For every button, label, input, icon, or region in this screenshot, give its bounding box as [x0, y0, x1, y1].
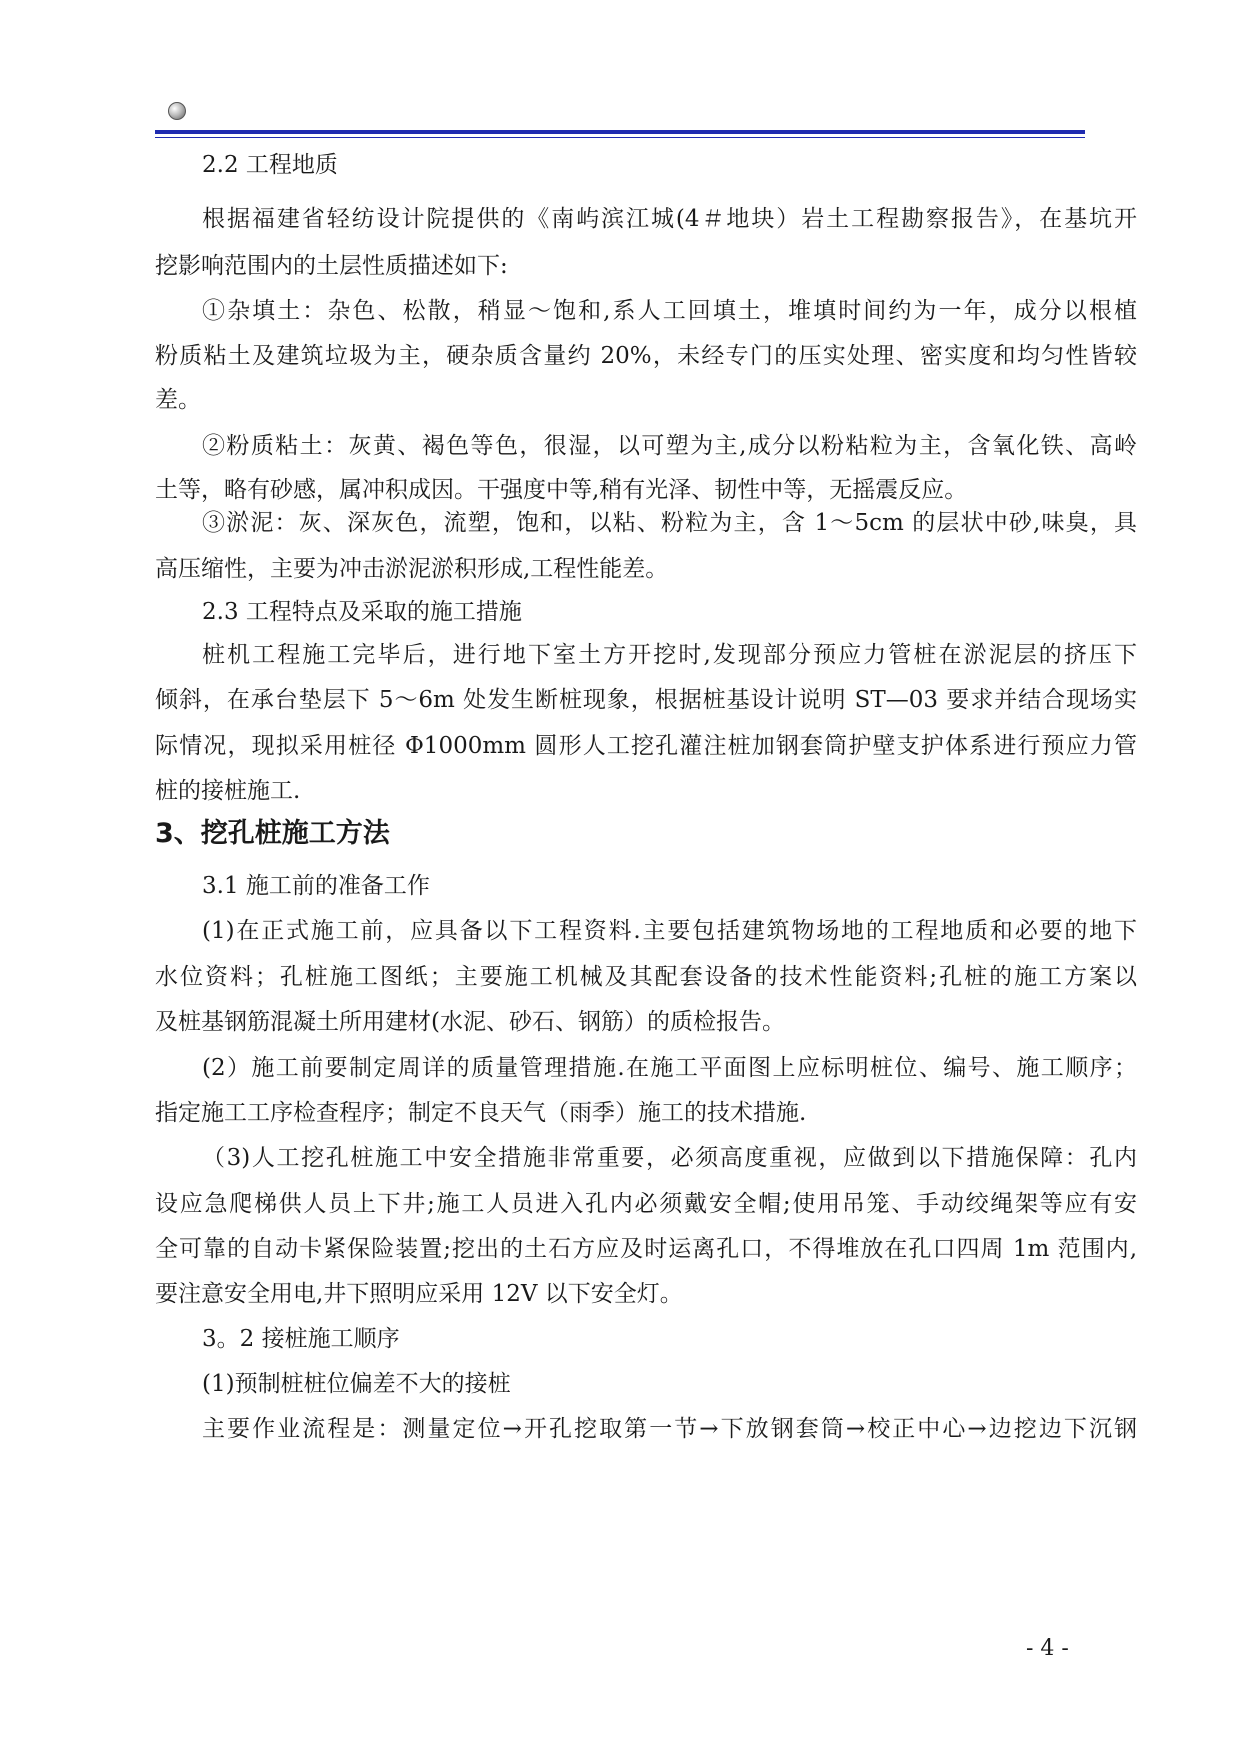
paragraph-line: 桩机工程施工完毕后，进行地下室土方开挖时,发现部分预应力管桩在淤泥层的挤压下 — [202, 642, 1137, 668]
paragraph-line: ②粉质粘土：灰黄、褐色等色，很湿，以可塑为主,成分以粉粘粒为主，含氧化铁、高岭 — [202, 433, 1137, 459]
paragraph-line: （3)人工挖孔桩施工中安全措施非常重要，必须高度重视，应做到以下措施保障：孔内 — [202, 1145, 1137, 1171]
paragraph-line: ①杂填土：杂色、松散，稍显～饱和,系人工回填土，堆填时间约为一年，成分以根植 — [202, 298, 1137, 324]
paragraph-line: 主要作业流程是：测量定位→开孔挖取第一节→下放钢套筒→校正中心→边挖边下沉钢 — [202, 1416, 1137, 1442]
paragraph-line: 及桩基钢筋混凝土所用建材(水泥、砂石、钢筋）的质检报告。 — [155, 1009, 785, 1035]
paragraph-line: 全可靠的自动卡紧保险装置;挖出的土石方应及时运离孔口，不得堆放在孔口四周 1m 范围内, — [155, 1236, 1138, 1262]
section-heading-3-2: 3。2 接桩施工顺序 — [202, 1326, 400, 1352]
paragraph-line: (1)预制桩桩位偏差不大的接桩 — [202, 1371, 511, 1397]
paragraph-line: 根据福建省轻纺设计院提供的《南屿滨江城(4＃地块）岩土工程勘察报告》，在基坑开 — [202, 206, 1137, 232]
paragraph-line: 挖影响范围内的土层性质描述如下: — [155, 253, 508, 279]
section-heading-3-1: 3.1 施工前的准备工作 — [202, 873, 430, 899]
section-heading-2-2: 2.2 工程地质 — [202, 152, 338, 178]
paragraph-line: 粉质粘土及建筑垃圾为主，硬杂质含量约 20%，未经专门的压实处理、密实度和均匀性皆较 — [155, 343, 1137, 369]
paragraph-line: ③淤泥：灰、深灰色，流塑，饱和，以粘、粉粒为主，含 1～5cm 的层状中砂,味臭，具 — [202, 510, 1137, 536]
paragraph-line: (2）施工前要制定周详的质量管理措施.在施工平面图上应标明桩位、编号、施工顺序； — [202, 1055, 1137, 1081]
paragraph-line: (1)在正式施工前，应具备以下工程资料.主要包括建筑物场地的工程地质和必要的地下 — [202, 918, 1137, 944]
paragraph-line: 差。 — [155, 387, 201, 413]
paragraph-line: 指定施工工序检查程序；制定不良天气（雨季）施工的技术措施. — [155, 1100, 807, 1126]
paragraph-line: 际情况，现拟采用桩径 Φ1000mm 圆形人工挖孔灌注桩加钢套筒护壁支护体系进行预应力管 — [155, 733, 1137, 759]
paragraph-line: 水位资料；孔桩施工图纸；主要施工机械及其配套设备的技术性能资料;孔桩的施工方案以 — [155, 964, 1137, 990]
paragraph-line: 桩的接桩施工. — [155, 778, 301, 804]
paragraph-line: 设应急爬梯供人员上下井;施工人员进入孔内必须戴安全帽;使用吊笼、手动绞绳架等应有安 — [155, 1191, 1137, 1217]
section-heading-2-3: 2.3 工程特点及采取的施工措施 — [202, 599, 522, 625]
paragraph-line: 土等，略有砂感，属冲积成因。干强度中等,稍有光泽、韧性中等，无摇震反应。 — [155, 477, 968, 503]
paragraph-line: 高压缩性，主要为冲击淤泥淤积形成,工程性能差。 — [155, 556, 669, 582]
paragraph-line: 倾斜，在承台垫层下 5～6m 处发生断桩现象，根据桩基设计说明 ST—03 要求并结合现场实 — [155, 687, 1137, 713]
chapter-heading-3: 3、挖孔桩施工方法 — [155, 818, 390, 849]
header-rule — [155, 130, 1085, 134]
header-bullet-icon — [168, 102, 186, 120]
paragraph-line: 要注意安全用电,井下照明应采用 12V 以下安全灯。 — [155, 1281, 683, 1307]
header-rule-thin — [155, 137, 1085, 138]
page-number: - 4 - — [1026, 1636, 1069, 1661]
